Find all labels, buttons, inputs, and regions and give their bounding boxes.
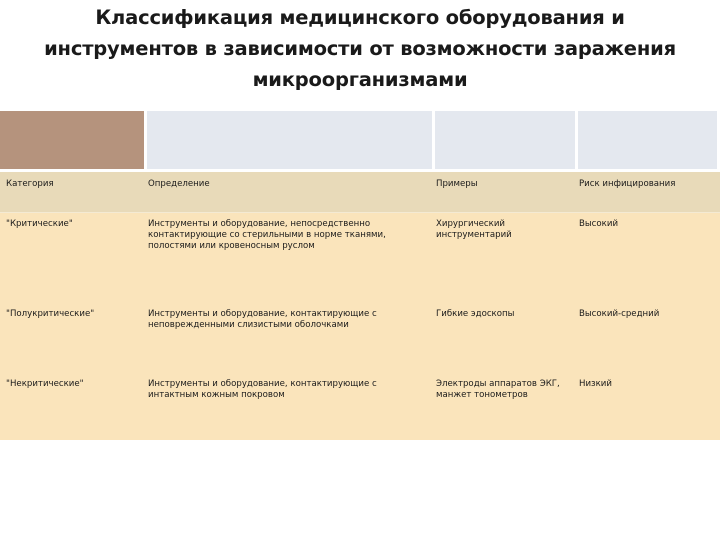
column-header-examples: Примеры	[432, 172, 575, 213]
cell-definition: Инструменты и оборудование, контактирующие с неповрежденными слизистыми оболочками	[144, 303, 432, 373]
cell-examples: Гибкие эдоскопы	[432, 303, 575, 373]
decorative-cell	[0, 108, 144, 172]
title-line-2: инструментов в зависимости от возможности заражения	[44, 37, 676, 60]
slide-title	[0, 2, 720, 95]
column-header-category: Категория	[0, 172, 144, 213]
cell-risk: Высокий	[575, 213, 720, 303]
table-header-row	[0, 172, 720, 213]
table-row	[0, 373, 720, 440]
cell-definition: Инструменты и оборудование, контактирующие с интактным кожным покровом	[144, 373, 432, 440]
column-header-definition: Определение	[144, 172, 432, 213]
table-row	[0, 303, 720, 373]
decorative-cell	[432, 108, 575, 172]
table-row	[0, 213, 720, 303]
title-line-3: микроорганизмами	[252, 68, 468, 91]
cell-examples: Электроды аппаратов ЭКГ, манжет тонометров	[432, 373, 575, 440]
cell-risk: Низкий	[575, 373, 720, 440]
decorative-cell	[144, 108, 432, 172]
column-header-risk: Риск инфицирования	[575, 172, 720, 213]
cell-risk: Высокий-средний	[575, 303, 720, 373]
decorative-header-band	[0, 108, 720, 172]
decorative-cell	[575, 108, 720, 172]
cell-category: "Полукритические"	[0, 303, 144, 373]
cell-category: "Некритические"	[0, 373, 144, 440]
cell-category: "Критические"	[0, 213, 144, 303]
title-line-1: Классификация медицинского оборудования и	[95, 6, 625, 29]
classification-table	[0, 108, 720, 440]
cell-definition: Инструменты и оборудование, непосредственно контактирующие со стерильными в норме тканями, полостями или кровеносным руслом	[144, 213, 432, 303]
cell-examples: Хирургический инструментарий	[432, 213, 575, 303]
